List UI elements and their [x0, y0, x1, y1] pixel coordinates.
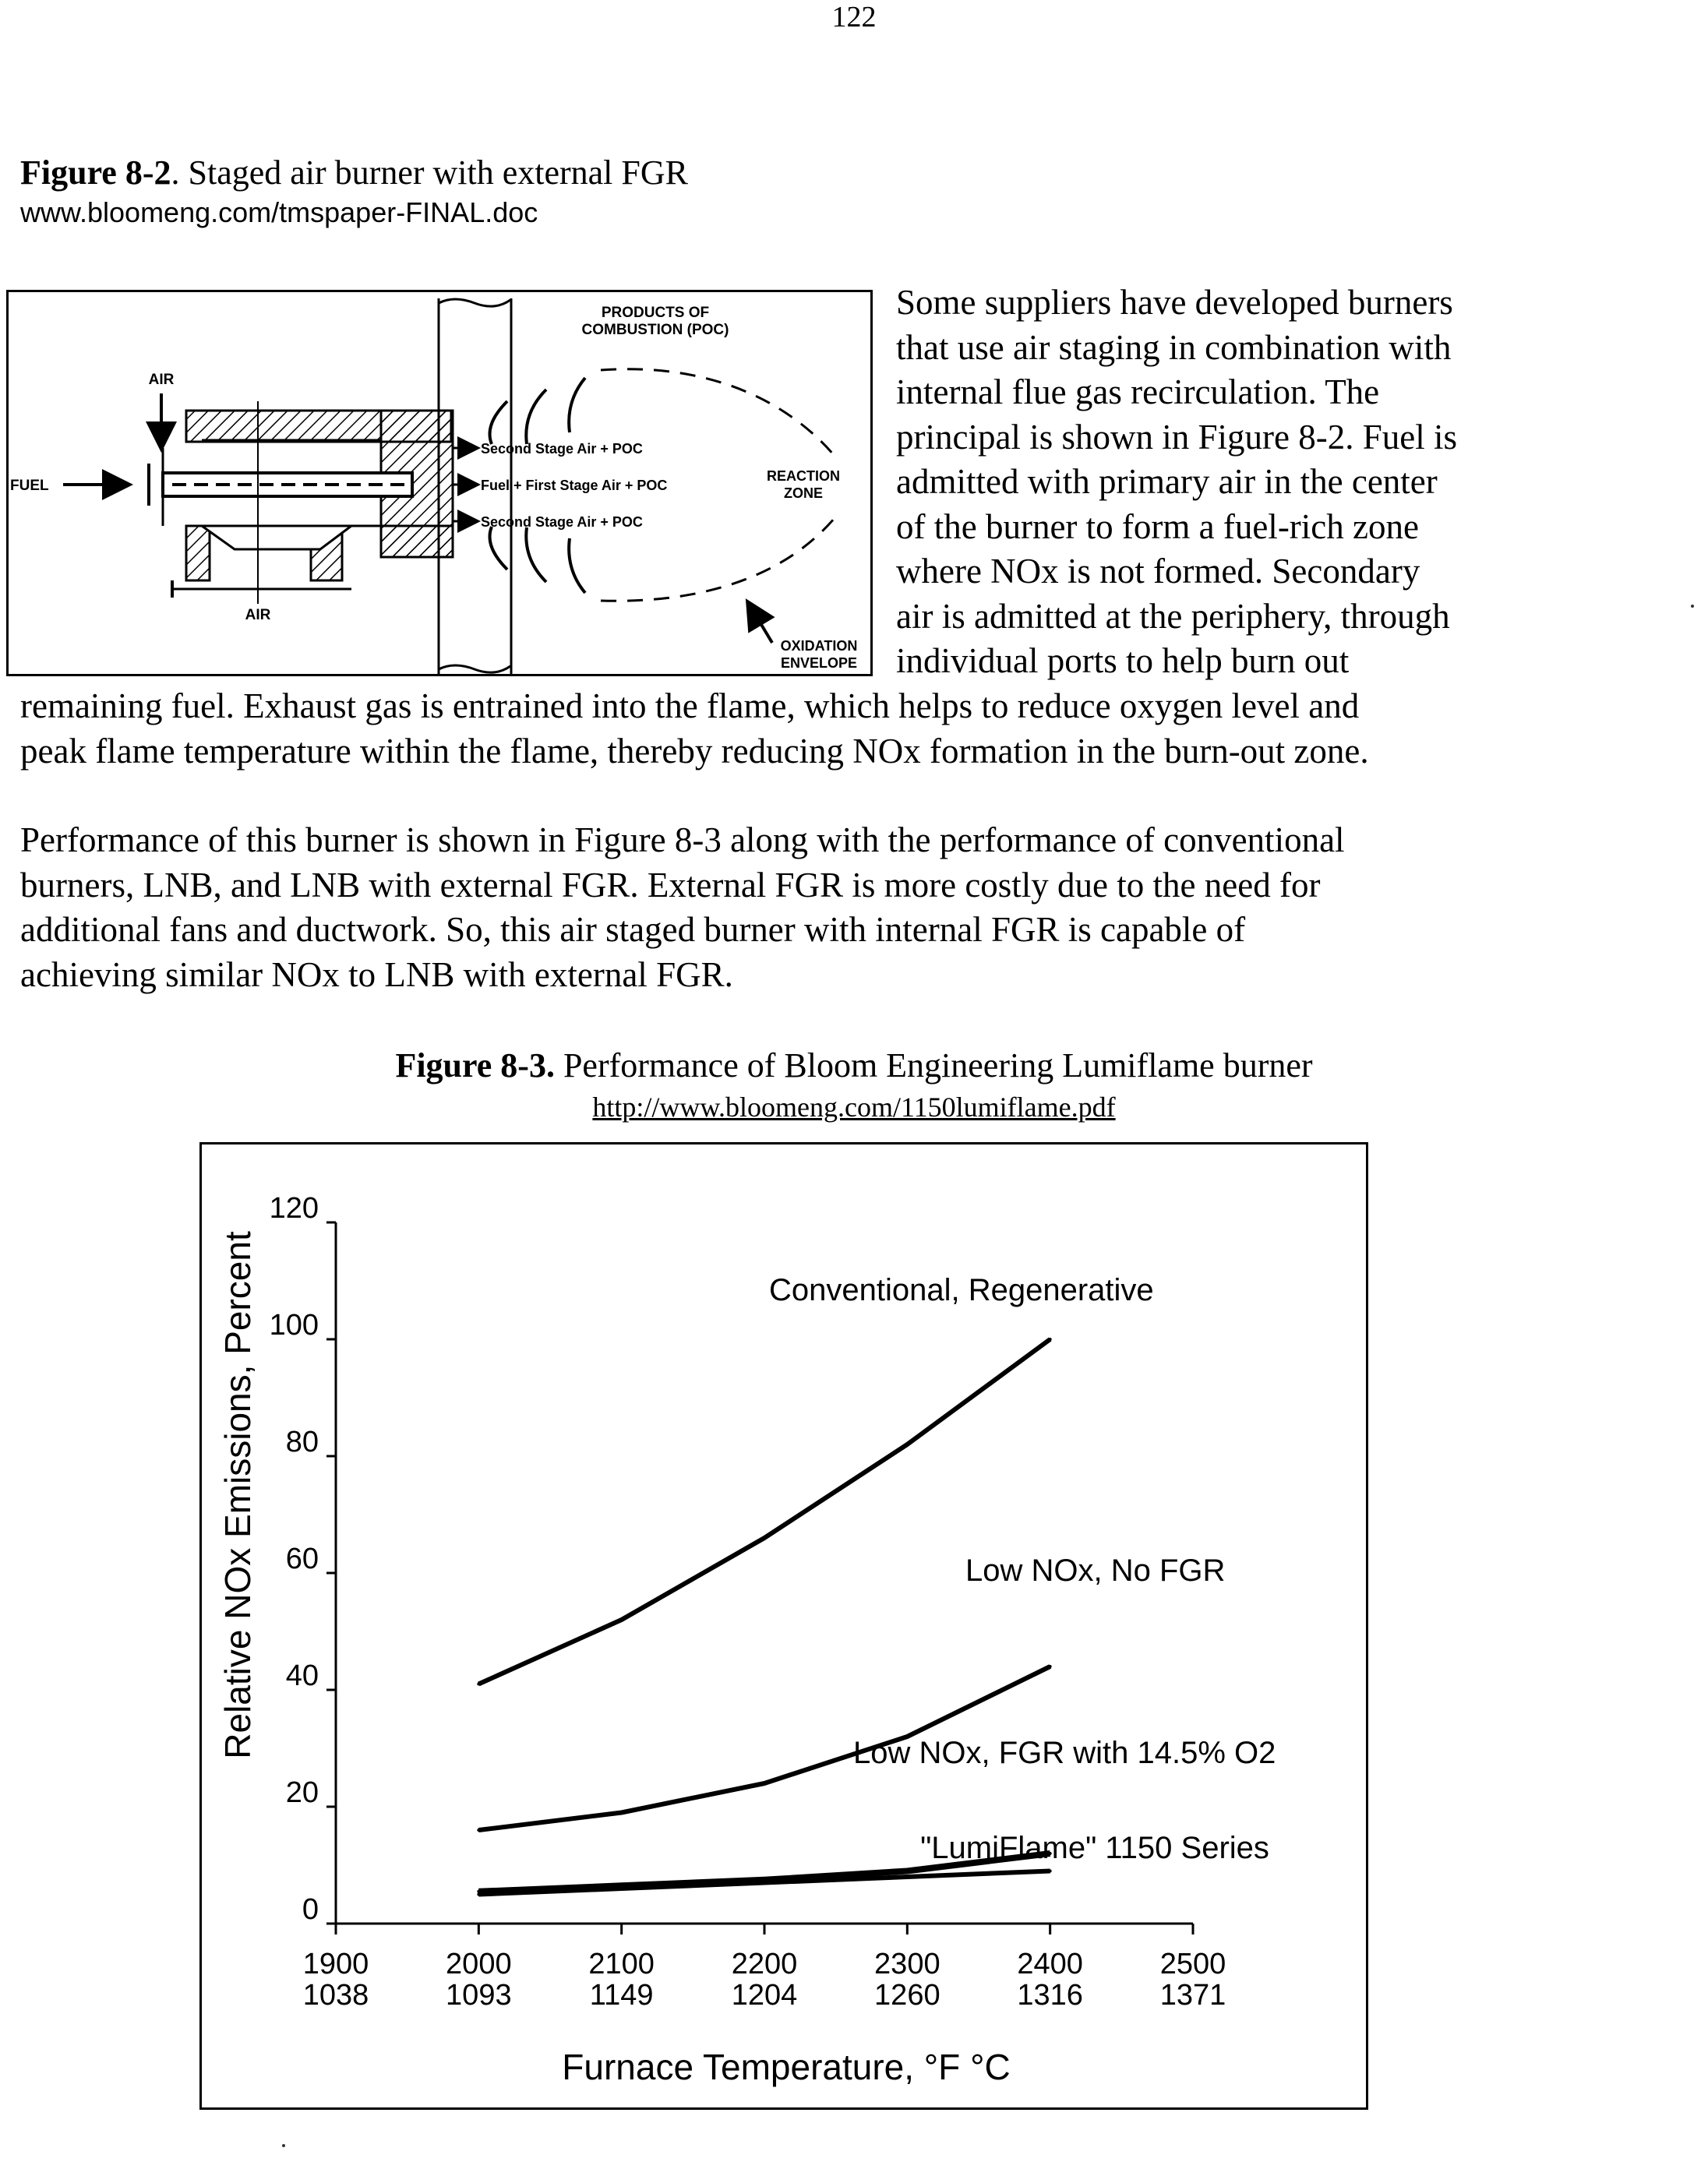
- text-line: achieving similar NOx to LNB with external FGR.: [20, 954, 733, 994]
- data-point: [763, 1782, 766, 1785]
- x-tick-label-f: 2500: [1159, 1948, 1226, 1980]
- x-tick-label-f: 1900: [302, 1948, 369, 1980]
- oxidation-envelope-label-2: ENVELOPE: [780, 655, 858, 671]
- y-tick-label: 40: [285, 1659, 319, 1692]
- text-line: Performance of this burner is shown in Figure 8-3 along with the performance of conventional: [20, 820, 1345, 859]
- series-label: "LumiFlame" 1150 Series: [920, 1831, 1269, 1865]
- y-tick-label: 60: [285, 1543, 319, 1575]
- y-tick-label: 80: [285, 1426, 319, 1458]
- figure-8-2-title: . Staged air burner with external FGR: [171, 153, 689, 192]
- fuel-label: FUEL: [10, 478, 49, 494]
- x-tick-label-c: 1316: [1017, 1979, 1083, 2012]
- side-paragraph: [896, 280, 1699, 684]
- figure-8-2-label: Figure 8-2: [20, 153, 171, 192]
- text-line: principal is shown in Figure 8-2. Fuel is: [896, 417, 1457, 457]
- data-point: [620, 1887, 623, 1890]
- data-point: [477, 1683, 480, 1686]
- text-line: Some suppliers have developed burners: [896, 283, 1453, 322]
- x-tick-label-c: 1371: [1159, 1979, 1226, 2012]
- figure-8-2-url: www.bloomeng.com/tmspaper-FINAL.doc: [20, 196, 538, 228]
- y-tick-label: 120: [269, 1192, 319, 1225]
- text-line: of the burner to form a fuel-rich zone: [896, 506, 1419, 546]
- performance-paragraph: [20, 818, 1688, 997]
- data-point: [620, 1811, 623, 1815]
- scan-speck: [1691, 605, 1694, 608]
- x-tick-label-f: 2400: [1017, 1948, 1083, 1980]
- text-line: internal flue gas recirculation. The: [896, 372, 1380, 411]
- data-point: [477, 1829, 480, 1832]
- series-line: [478, 1339, 1050, 1684]
- text-line: burners, LNB, and LNB with external FGR. External FGR is more costly due to the need for: [20, 865, 1321, 905]
- x-tick-label-c: 1260: [874, 1979, 940, 2012]
- nox-chart-frame: [199, 1142, 1368, 2110]
- figure-8-3-url[interactable]: http://www.bloomeng.com/1150lumiflame.pdf: [592, 1092, 1116, 1123]
- data-point: [905, 1875, 909, 1878]
- text-line: remaining fuel. Exhaust gas is entrained into the flame, which helps to reduce oxygen level and: [20, 686, 1360, 725]
- x-tick-label-f: 2000: [446, 1948, 512, 1980]
- data-point: [905, 1870, 909, 1873]
- text-line: air is admitted at the periphery, through: [896, 596, 1450, 636]
- y-axis-title: Relative NOx Emissions, Percent: [217, 1231, 258, 1759]
- figure-8-3-caption: [0, 1044, 1708, 1088]
- chart-series: [477, 1338, 1051, 1896]
- second-stage-top-label: Second Stage Air + POC: [481, 441, 643, 457]
- data-point: [905, 1443, 909, 1446]
- first-stage-label: Fuel + First Stage Air + POC: [481, 478, 668, 493]
- reaction-zone-label-1: REACTION: [767, 468, 840, 484]
- text-line: individual ports to help burn out: [896, 641, 1350, 680]
- data-point: [1049, 1870, 1052, 1873]
- figure-8-3-label: Figure 8-3.: [395, 1046, 555, 1084]
- burner-diagram: [6, 290, 873, 676]
- y-tick-label: 20: [285, 1776, 319, 1809]
- series-label: Low NOx, No FGR: [965, 1554, 1226, 1588]
- text-line: peak flame temperature within the flame, thereby reducing NOx formation in the burn-out zone.: [20, 731, 1369, 771]
- series-label: Conventional, Regenerative: [769, 1273, 1154, 1307]
- text-line: additional fans and ductwork. So, this air staged burner with internal FGR is capable of: [20, 910, 1246, 949]
- page-number: 122: [831, 1, 877, 34]
- burner-body: [149, 401, 453, 604]
- x-tick-label-c: 1149: [589, 1979, 654, 2012]
- x-tick-label-f: 2300: [874, 1948, 940, 1980]
- chart-labels: [217, 1192, 1276, 2087]
- x-axis-title: Furnace Temperature, °F °C: [562, 2047, 1011, 2087]
- text-line: where NOx is not formed. Secondary: [896, 552, 1420, 591]
- data-point: [1049, 1665, 1052, 1668]
- data-point: [763, 1536, 766, 1539]
- nox-chart: [202, 1144, 1371, 2112]
- y-tick-label: 0: [302, 1893, 319, 1926]
- text-line: admitted with primary air in the center: [896, 462, 1438, 501]
- air-bottom-label: AIR: [245, 607, 271, 623]
- x-tick-label-c: 1038: [302, 1979, 369, 2012]
- x-tick-label-c: 1204: [731, 1979, 798, 2012]
- oxidation-envelope-label-1: OXIDATION: [780, 638, 858, 654]
- poc-label-2: COMBUSTION (POC): [581, 322, 729, 338]
- paragraph-continuation: [20, 684, 1688, 774]
- scan-speck: [282, 2144, 285, 2147]
- data-point: [620, 1618, 623, 1621]
- poc-label-1: PRODUCTS OF: [601, 305, 710, 321]
- data-point: [477, 1893, 480, 1896]
- x-tick-label-f: 2200: [731, 1948, 798, 1980]
- second-stage-bottom-label: Second Stage Air + POC: [481, 514, 643, 530]
- figure-8-3-title: Performance of Bloom Engineering Lumiflame burner: [554, 1046, 1313, 1084]
- reaction-zone-label-2: ZONE: [783, 485, 824, 501]
- data-point: [1049, 1338, 1052, 1341]
- figure-8-2-caption: [20, 151, 688, 195]
- x-tick-label-f: 2100: [588, 1948, 655, 1980]
- series-label: Low NOx, FGR with 14.5% O2: [853, 1736, 1276, 1770]
- text-line: that use air staging in combination with: [896, 327, 1452, 367]
- data-point: [763, 1882, 766, 1885]
- burner-diagram-svg: [9, 292, 875, 679]
- y-tick-label: 100: [269, 1309, 319, 1342]
- air-top-label: AIR: [148, 372, 175, 388]
- x-tick-label-c: 1093: [446, 1979, 512, 2012]
